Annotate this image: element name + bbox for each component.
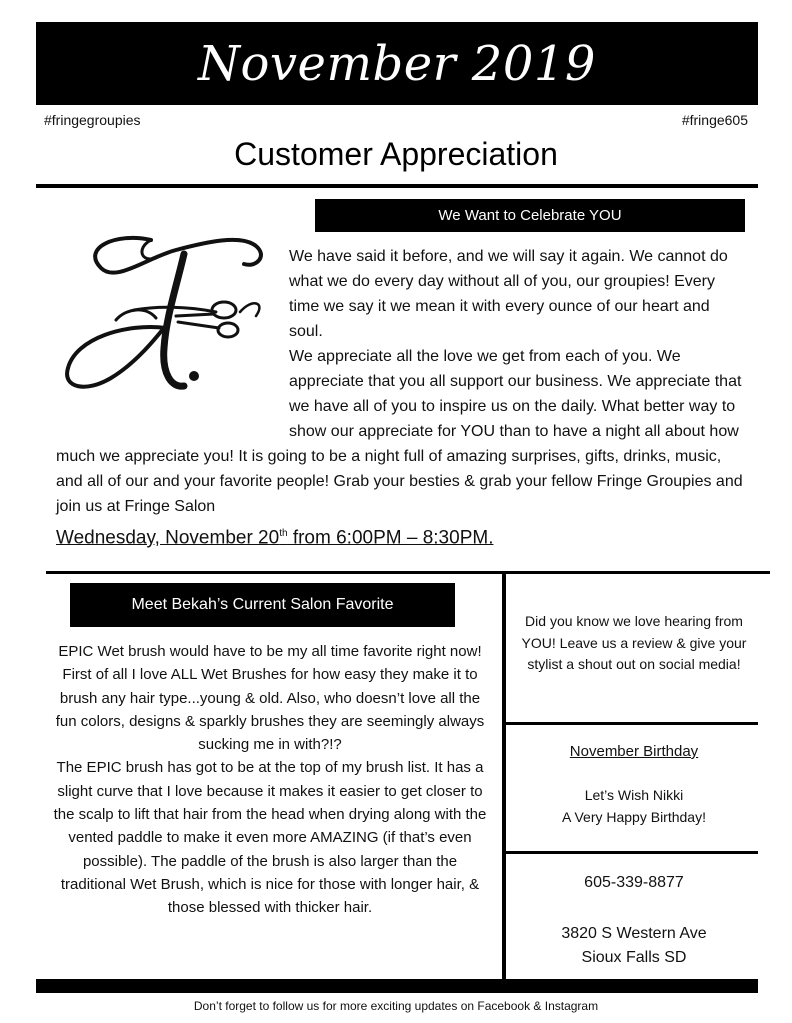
divider-sidebar-1 — [504, 722, 758, 725]
favorite-text-block — [50, 640, 490, 920]
celebrate-paragraph-1: We have said it before, and we will say it again. We cannot do what we do every day without all of you, our groupies! Every time we say it we mean it with every ounce of our heart and soul. — [289, 248, 728, 340]
salon-phone: 605-339-8877 — [584, 874, 684, 891]
favorite-section-label: Meet Bekah’s Current Salon Favorite — [131, 596, 394, 613]
birthday-line-2: A Very Happy Birthday! — [562, 809, 706, 825]
event-time: from 6:00PM – 8:30PM. — [287, 527, 494, 549]
divider-vertical — [502, 571, 506, 979]
celebrate-paragraph-2: We appreciate all the love we get from each of you. We appreciate that you all support our business. We appreciate that we have all of you to inspire us on the daily. What better way to show our appreciate for YOU than to have a night all about how much we appreciate you! It is going to be a night full of amazing surprises, gifts, drinks, music, and all of our and your favorite people! Grab your besties & grab your fellow Fringe Groupies and join us at Fringe Salon — [56, 348, 743, 515]
salon-address — [512, 922, 756, 970]
birthday-heading-label: November Birthday — [569, 743, 699, 760]
celebrate-section-banner — [315, 199, 745, 232]
event-date-suffix: th — [279, 528, 288, 539]
divider-sidebar-2 — [504, 851, 758, 854]
divider-top — [36, 184, 758, 188]
title-banner — [36, 22, 758, 105]
divider-middle — [46, 571, 770, 574]
page-heading: Customer Appreciation — [234, 136, 558, 172]
review-callout: Did you know we love hearing from YOU! Leave us a review & give your stylist a shout out on social media! — [521, 613, 747, 672]
celebrate-text-block — [56, 244, 746, 551]
divider-bottom — [36, 979, 758, 993]
birthday-heading — [512, 743, 756, 760]
celebrate-section-label: We Want to Celebrate YOU — [438, 207, 622, 224]
favorite-paragraph-2: The EPIC brush has got to be at the top of my brush list. It has a slight curve that I love because it makes it easier to get closer to the scalp to lift that hair from the head when drying along with the vented paddle to make it even more AMAZING (if that’s even possible). The paddle of the brush is also larger than the traditional Wet Brush, which is nice for those with longer hair, & those blessed with thicker hair. — [53, 759, 487, 917]
hashtag-left: #fringegroupies — [44, 112, 141, 128]
event-date: Wednesday, November 20 — [56, 527, 280, 549]
footer-note: Don’t forget to follow us for more exciting updates on Facebook & Instagram — [193, 999, 599, 1013]
favorite-paragraph-1: EPIC Wet brush would have to be my all time favorite right now! First of all I love ALL Wet Brushes for how easy they make it to brush any hair type...young & old. Also, who doesn’t love all the fun colors, designs & sparkly brushes they are seemingly always sucking me in with?!? — [55, 643, 485, 754]
birthday-message — [512, 784, 756, 828]
address-line-1: 3820 S Western Ave — [561, 925, 707, 942]
address-line-2: Sioux Falls SD — [581, 949, 687, 966]
newsletter-title: November 2019 — [198, 35, 596, 92]
logo-float-spacer — [56, 244, 289, 429]
favorite-section-banner — [70, 583, 455, 627]
hashtag-right: #fringe605 — [681, 112, 748, 128]
event-date-time — [56, 521, 493, 551]
birthday-line-1: Let’s Wish Nikki — [584, 787, 684, 803]
